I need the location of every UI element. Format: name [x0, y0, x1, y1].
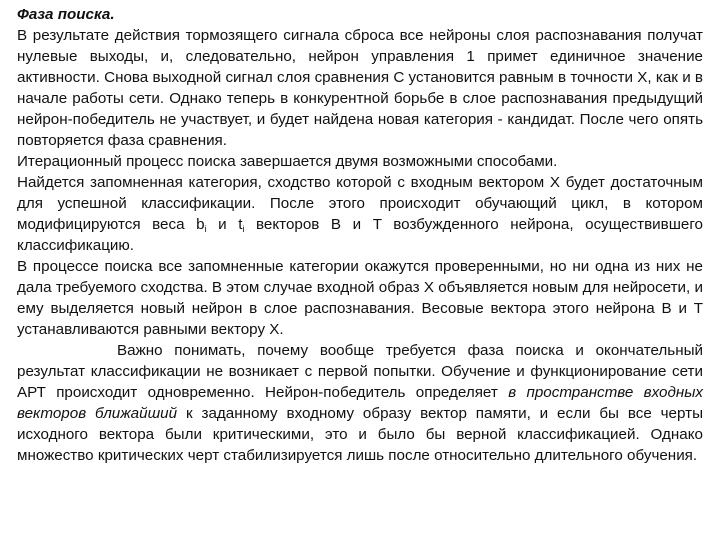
found-category-end: векторов B и T возбужденного нейрона, осуществившего классификацию.	[17, 216, 703, 254]
why-search-text: Важно понимать, почему вообще требуется фаза поиска и окончательный результат классификации не возникает с первой попытки. Обучение и функционирование сети АРТ происходит одновременно. Нейрон-победитель определяет	[17, 342, 703, 401]
found-category-and: и t	[206, 216, 243, 233]
found-category-text: Найдется запомненная категория, сходство которой с входным вектором X будет достаточным для успешной классификации. После этого происходит обучающий цикл, в котором модифицируются веса b	[17, 174, 703, 233]
why-search-emphasis: в пространстве входных векторов ближайший	[17, 384, 704, 422]
paragraph-search-outcomes: Итерационный процесс поиска завершается двумя возможными способами.	[17, 153, 558, 170]
why-search-end: к заданному входному образу вектор памяти, и если бы все черты исходного вектора были критическими, это и было бы верной классификацией. Однако множество критических черт стабилизируется лишь после относительно длительного обучения.	[17, 405, 703, 464]
paragraph-why-search	[17, 340, 703, 466]
subscript-t: i	[242, 224, 245, 234]
paragraph-found-category	[17, 172, 703, 256]
section-title: Фаза поиска.	[17, 6, 115, 23]
paragraph-new-category: В процессе поиска все запомненные категории окажутся проверенными, но ни одна из них не дала требуемого сходства. В этом случае входной образ X объявляется новым для нейросети, и ему выделяется новый нейрон в слое распознавания. Весовые вектора этого нейрона B и T устанавливаются равными вектору X.	[17, 258, 703, 338]
text-block	[17, 4, 703, 466]
paragraph-reset-phase: В результате действия тормозящего сигнала сброса все нейроны слоя распознавания получат нулевые выходы, и, следовательно, нейрон управления 1 примет единичное значение активности. Снова выходной сигнал слоя сравнения С установится равным в точности X, как и в начале работы сети. Однако теперь в конкурентной борьбе в слое распознавания предыдущий нейрон-победитель не участвует, и будет найдена новая категория - кандидат. После чего опять повторяется фаза сравнения.	[17, 27, 703, 149]
subscript-b: i	[204, 224, 207, 234]
